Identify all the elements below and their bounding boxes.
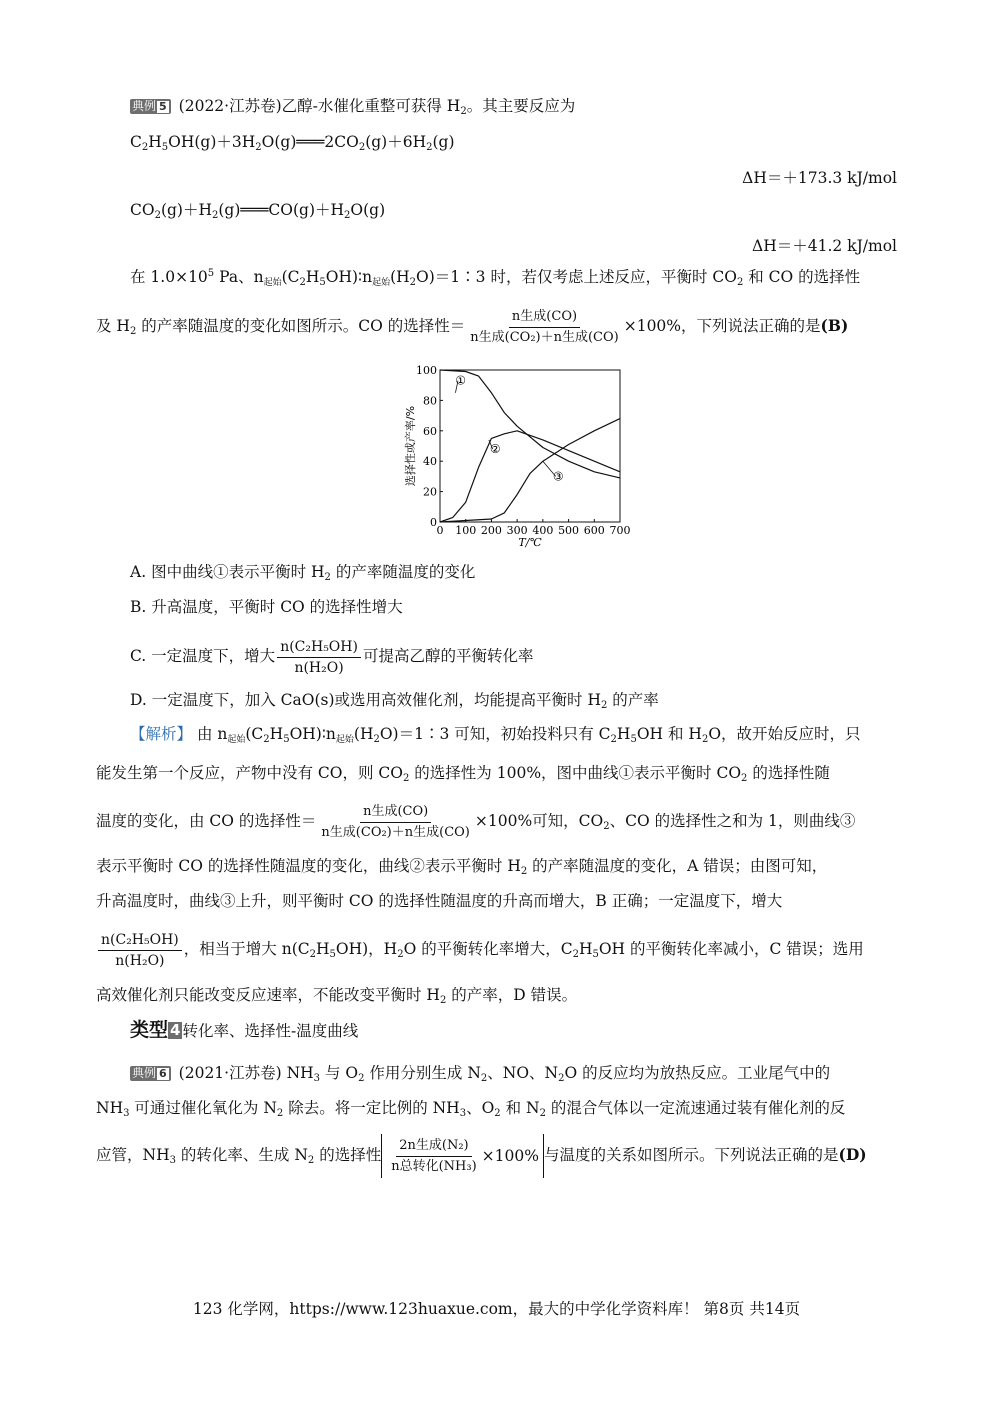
answer: (B) [820,316,849,335]
x-tick-label: 100 [455,524,477,537]
analysis-line-3: 温度的变化，由 CO 的选择性＝ $\frac{\text{n生成(CO)}}{\text{n生成(CO₂)＋n生成(CO)}}$ ×100%可知，$CO_2$、CO 的选择性之和为 1，则曲线③ [96,803,856,840]
option-c: C. 一定温度下，增大 $\frac{\text{n(C₂H₅OH)}}{\text{n(H₂O)}}$ 可提高乙醇的平衡转化率 [130,638,534,676]
selectivity-yield-chart [400,356,700,556]
example6-line-1: 典例 6 (2021·江苏卷) $NH_3$ 与 $O_2$ 作用分别生成 $N_2$、NO、$N_2O$ 的反应均为放热反应。工业尾气中的 [132,1064,831,1084]
series-line-1 [440,370,620,478]
y-tick-label: 60 [423,424,437,438]
series-label-1: ① [455,373,466,388]
x-tick-label: 600 [583,524,605,537]
x-tick-label: 400 [532,524,554,537]
analysis-line-1: 【解析】 由 $n_{起始}(C_2H_5OH)∶n_{起始}(H_2O)=1∶3$ 可知，初始投料只有 $C_2H_5OH$ 和 $H_2O$，故开始反应时，只 [130,725,861,745]
page-footer: 123 化学网，https://www.123huaxue.com，最大的中学化学资料库！ 第8页 共14页 [192,1300,801,1318]
option-b: B. 升高温度，平衡时 CO 的选择性增大 [130,598,403,616]
analysis-line-6: $\frac{\text{n(C₂H₅OH)}}{\text{n(H₂O)}}$ ，相当于增大 $n(C_2H_5OH)$，$H_2O$ 的平衡转化率增大，$C_2H_5OH$ 的平衡转化率减小，C 错误；选用 [96,927,864,971]
n2-selectivity-formula: $\frac{\text{2n生成(N₂)}}{\text{n总转化(NH₃)}}$ ×100% [381,1134,544,1178]
analysis-line-5: 升高温度时，曲线③上升，则平衡时 CO 的选择性随温度的升高而增大，B 正确；一定温度下，增大 [96,892,783,910]
series-line-3 [440,419,620,522]
option-d: D. 一定温度下，加入 CaO(s)或选用高效催化剂，均能提高平衡时 $H_2$ 的产率 [130,691,659,711]
analysis-line-4: 表示平衡时 CO 的选择性随温度的变化，曲线②表示平衡时 $H_2$ 的产率随温度的变化，A 错误；由图可知， [96,857,828,877]
series-label-3: ③ [552,469,564,484]
reaction-2: $CO_2(g)+H_2(g)═══CO(g)+H_2O(g)$ [130,201,386,221]
x-tick-label: 300 [506,524,528,537]
analysis-line-7: 高效催化剂只能改变反应速率，不能改变平衡时 $H_2$ 的产率，D 错误。 [96,986,578,1006]
example-tag: 典例 6 [130,1066,171,1081]
x-tick-label: 0 [436,524,444,537]
reaction-1: $C_2H_5OH(g)+3H_2O(g)═══2CO_2(g)+6H_2(g)$ [130,133,455,153]
x-tick-label: 500 [558,524,580,537]
analysis-label: 【解析】 [130,725,193,743]
y-axis-label: 选择性或产率/% [404,405,417,487]
y-tick-label: 100 [416,364,437,377]
y-tick-label: 40 [423,455,437,469]
enthalpy-1: ΔH＝＋173.3 kJ/mol [742,169,897,187]
example6-line-3: 应管，$NH_3$ 的转化率、生成 $N_2$ 的选择性 $\frac{\text{2n生成(N₂)}}{\text{n总转化(NH₃)}}$ ×100% 与温度的关系如图所示。下列说法正确的是(D) [96,1133,867,1178]
co-selectivity-fraction: $\frac{\text{n生成(CO)}}{\text{n生成(CO₂)＋n生成(CO)}}$ [470,308,619,345]
x-axis-label: T/℃ [518,536,542,549]
option-a: A. 图中曲线①表示平衡时 $H_2$ 的产率随温度的变化 [130,563,476,583]
answer: (D) [838,1145,867,1164]
section-type4-header: 类型 4 转化率、选择性-温度曲线 [130,1019,359,1041]
example5-header: 典例 5 (2022·江苏卷)乙醇-水催化重整可获得 $H_2$。其主要反应为 [132,97,576,117]
series-label-2: ② [489,442,501,457]
condition-line: 在 $1.0\times 10^5$ Pa、$n_{起始}(C_2H_5OH)∶n_{起始}(H_2O)=1∶3$ 时，若仅考虑上述反应，平衡时 $CO_2$ 和 CO 的选择性 [130,268,861,288]
enthalpy-2: ΔH＝＋41.2 kJ/mol [752,237,897,255]
y-tick-label: 20 [423,485,437,499]
analysis-line-2: 能发生第一个反应，产物中没有 CO，则 $CO_2$ 的选择性为 100%，图中曲线①表示平衡时 $CO_2$ 的选择性随 [96,764,830,784]
x-tick-label: 700 [609,524,631,537]
x-tick-label: 200 [480,524,502,537]
example6-line-2: $NH_3$ 可通过催化氧化为 $N_2$ 除去。将一定比例的 $NH_3$、$O_2$ 和 $N_2$ 的混合气体以一定流速通过装有催化剂的反 [96,1099,846,1119]
series-line-2 [440,431,620,522]
example-tag: 典例 5 [130,99,171,114]
y-tick-label: 0 [430,516,437,529]
y-tick-label: 80 [423,394,437,408]
selectivity-definition: 及 $H_2$ 的产率随温度的变化如图所示。CO 的选择性＝ $\frac{\text{n生成(CO)}}{\text{n生成(CO₂)＋n生成(CO)}}$ ×100%，下列说法正确的是(B) [96,308,849,345]
source: (2022·江苏卷) [178,97,282,115]
